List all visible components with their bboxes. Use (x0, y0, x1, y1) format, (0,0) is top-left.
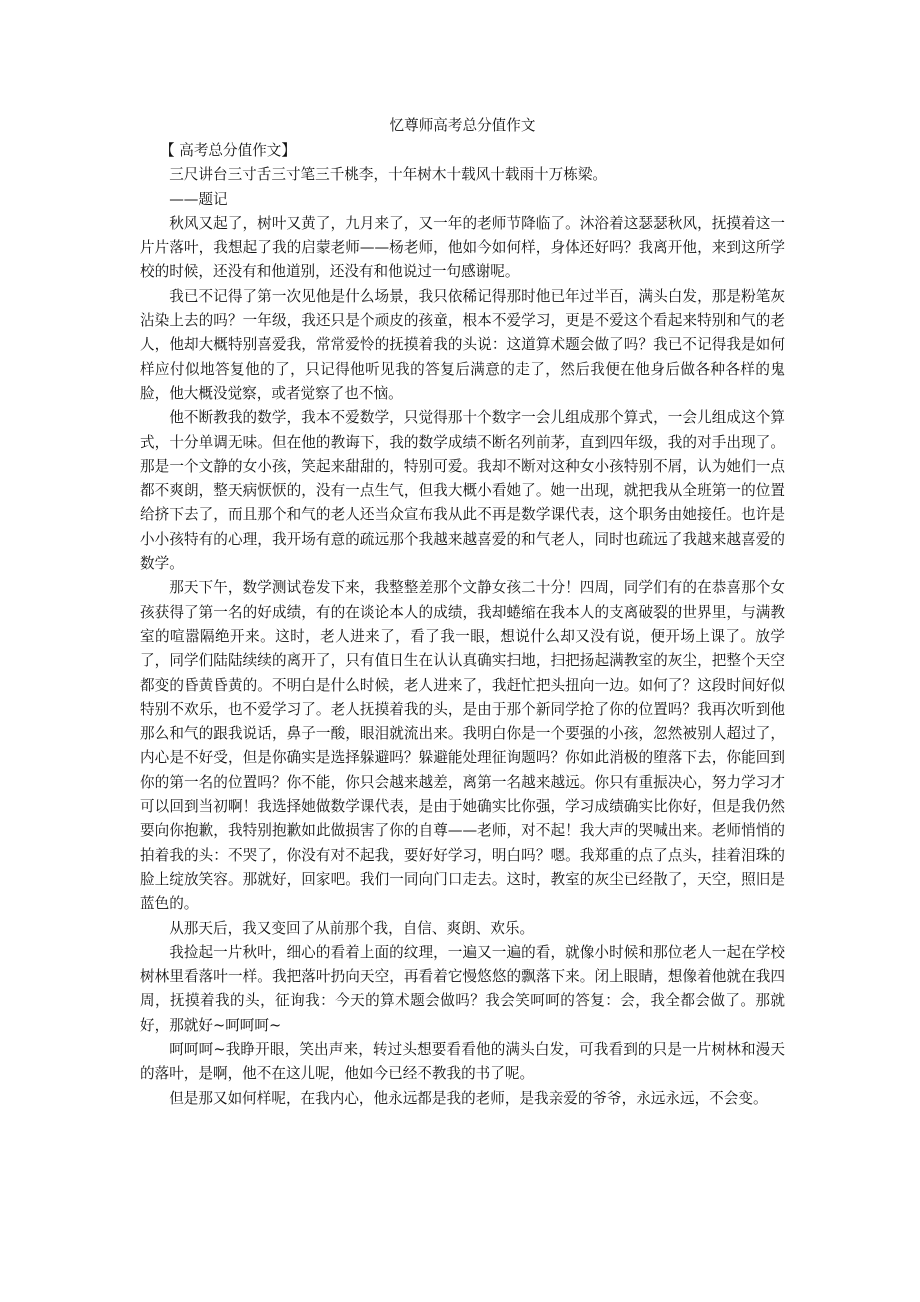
paragraph: 秋风又起了，树叶又黄了，九月来了，又一年的老师节降临了。沐浴着这瑟瑟秋风，抚摸着这一片片落叶，我想起了我的启蒙老师——杨老师，他如今如何样，身体还好吗？我离开他，来到这所学校的时候，还没有和他道别，还没有和他说过一句感谢呢。 (140, 214, 785, 281)
paragraph: 他不断教我的数学，我本不爱数学，只觉得那十个数字一会儿组成那个算式，一会儿组成这个算式，十分单调无味。但在他的教诲下，我的数学成绩不断名列前茅，直到四年级，我的对手出现了。那是一个文静的女小孩，笑起来甜甜的，特别可爱。我却不断对这种女小孩特别不屑，认为她们一点都不爽朗，整天病恹恹的，没有一点生气，但我大概小看她了。她一出现，就把我从全班第一的位置给挤下去了，而且那个和气的老人还当众宣布我从此不再是数学课代表，这个职务由她接任。也许是小小孩特有的心理，我开场有意的疏远那个我越来越喜爱的和气老人，同时也疏远了我越来越喜爱的数学。 (140, 409, 785, 573)
paragraph: 从那天后，我又变回了从前那个我，自信、爽朗、欢乐。 (169, 919, 535, 937)
epigraph-sign: ——题记 (169, 190, 228, 208)
document-title: 忆尊师高考总分值作文 (389, 117, 536, 134)
document-page (140, 114, 785, 1111)
paragraph: 但是那又如何样呢，在我内心，他永远都是我的老师，是我亲爱的爷爷，永远永远，不会变。 (169, 1089, 768, 1107)
paragraph: 那天下午，数学测试卷发下来，我整整差那个文静女孩二十分！四周，同学们有的在恭喜那个女孩获得了第一名的好成绩，有的在谈论本人的成绩，我却蜷缩在我本人的支离破裂的世界里，与满教室的喧嚣隔绝开来。这时，老人进来了，看了我一眼，想说什么却又没有说，便开场上课了。放学了，同学们陆陆续续的离开了，只有值日生在认认真确实扫地，扫把扬起满教室的灰尘，把整个天空都变的昏黄昏黄的。不明白是什么时候，老人进来了，我赶忙把头扭向一边。如何了？这段时间好似特别不欢乐，也不爱学习了。老人抚摸着我的头，是由于那个新同学抢了你的位置吗？我再次听到他那么和气的跟我说话，鼻子一酸，眼泪就流出来。我明白你是一个要强的小孩，忽然被别人超过了，内心是不好受，但是你确实是选择躲避吗？躲避能处理征询题吗？你如此消极的堕落下去，你能回到你的第一名的位置吗？你不能，你只会越来越差，离第一名越来越远。你只有重振决心，努力学习才可以回到当初啊！我选择她做数学课代表，是由于她确实比你强，学习成绩确实比你好，但是我仍然要向你抱歉，我特别抱歉如此做损害了你的自尊——老师，对不起！我大声的哭喊出来。老师悄悄的拍着我的头：不哭了，你没有对不起我，要好好学习，明白吗？嗯。我郑重的点了点头，挂着泪珠的脸上绽放笑容。那就好，回家吧。我们一同向门口走去。这时，教室的灰尘已经散了，天空，照旧是蓝色的。 (140, 579, 785, 913)
paragraph: 我已不记得了第一次见他是什么场景，我只依稀记得那时他已年过半百，满头白发，那是粉笔灰沾染上去的吗？一年级，我还只是个顽皮的孩童，根本不爱学习，更是不爱这个看起来特别和气的老人，他却大概特别喜爱我，常常爱怜的抚摸着我的头说：这道算术题会做了吗？我已不记得我是如何样应付似地答复他的了，只记得他听见我的答复后满意的走了，然后我便在他身后做各种各样的鬼脸，他大概没觉察，或者觉察了也不恼。 (140, 287, 785, 402)
paragraph: 呵呵呵~我睁开眼，笑出声来，转过头想要看看他的满头白发，可我看到的只是一片树林和漫天的落叶，是啊，他不在这儿呢，他如今已经不教我的书了呢。 (140, 1040, 785, 1083)
epigraph: 三尺讲台三寸舌三寸笔三千桃李，十年树木十载风十载雨十万栋梁。 (169, 166, 608, 184)
paragraph: 我捡起一片秋叶，细心的看着上面的纹理，一遍又一遍的看，就像小时候和那位老人一起在学校树林里看落叶一样。我把落叶扔向天空，再看着它慢悠悠的飘落下来。闭上眼睛，想像着他就在我四周，抚摸着我的头，征询我：今天的算术题会做吗？我会笑呵呵的答复：会，我全都会做了。那就好，那就好~呵呵呵~ (140, 943, 785, 1034)
section-heading: 【 高考总分值作文】 (160, 142, 296, 159)
